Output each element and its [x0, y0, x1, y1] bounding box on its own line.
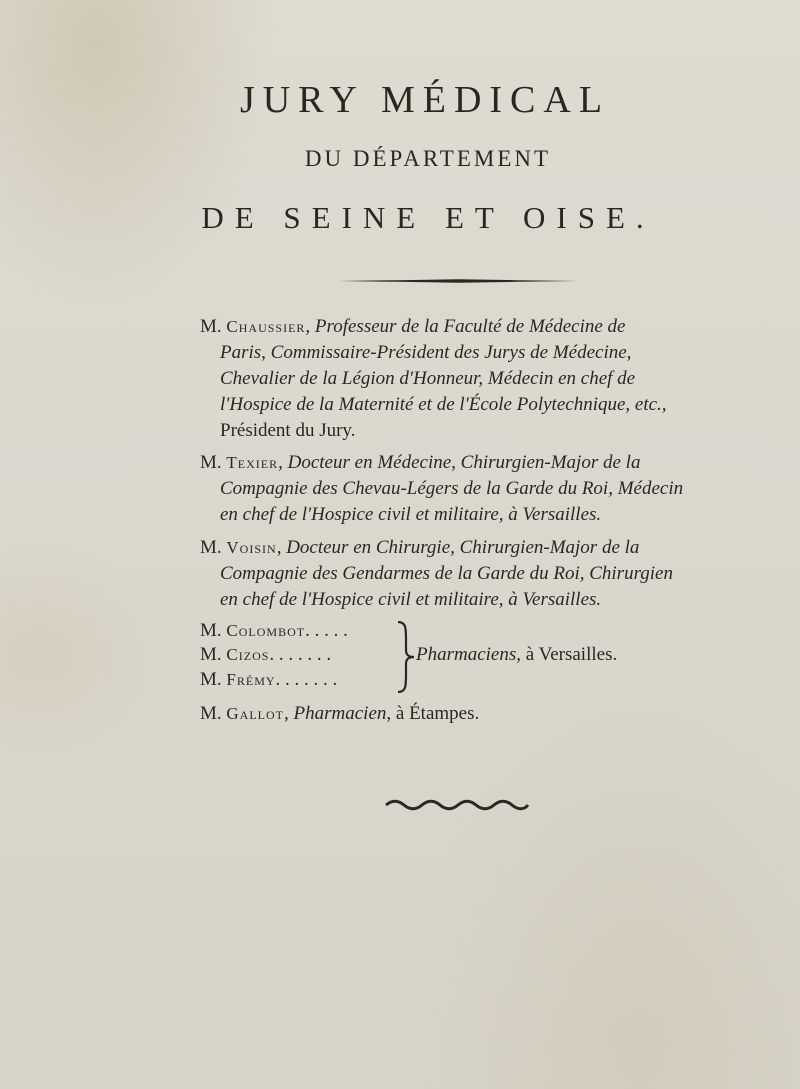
- member-name: Texier: [226, 453, 279, 472]
- title-seine-et-oise: DE SEINE ET OISE.: [201, 200, 655, 235]
- entry-line-2: Paris, Commissaire-Président des Jurys de Médecine,: [220, 342, 632, 363]
- entry-line-4: l'Hospice de la Maternité et de l'École Polytechnique, etc.,: [220, 394, 667, 415]
- entry-line-1: M. Voisin, Docteur en Chirurgie, Chirurgien-Major de la: [200, 537, 640, 558]
- title-jury-medical: JURY MÉDICAL: [239, 79, 611, 121]
- member-name: Chaussier: [226, 317, 306, 336]
- entry-line-2: Compagnie des Gendarmes de la Garde du Roi, Chirurgien: [220, 563, 673, 584]
- title-du-departement: DU DÉPARTEMENT: [304, 146, 552, 171]
- member-chaussier: [200, 314, 725, 444]
- pharmaciens-label: Pharmaciens, à Versailles.: [416, 644, 618, 665]
- divider-rule: [338, 278, 578, 284]
- pharmacist-cizos: M. Cizos. . . . . . .: [200, 644, 332, 665]
- pharmacist-fremy: M. Frémy. . . . . . .: [200, 669, 338, 690]
- wave-ornament-icon: [384, 798, 530, 812]
- curly-brace-icon: [396, 620, 416, 694]
- pharmacist-colombot: M. Colombot. . . . .: [200, 620, 348, 641]
- member-name: Voisin: [226, 538, 277, 557]
- member-gallot: M. Gallot, Pharmacien, à Étampes.: [200, 703, 480, 724]
- entry-line-2: Compagnie des Chevau-Légers de la Garde du Roi, Médecin: [220, 478, 684, 499]
- member-voisin: [200, 535, 725, 613]
- entry-line-1: M. Texier, Docteur en Médecine, Chirurgien-Major de la: [200, 452, 641, 473]
- entry-line-3: en chef de l'Hospice civil et militaire, à Versailles.: [220, 504, 602, 525]
- entry-line-3: Chevalier de la Légion d'Honneur, Médecin en chef de: [220, 368, 636, 389]
- entry-line-1: M. Chaussier, Professeur de la Faculté de Médecine de: [200, 316, 626, 337]
- member-texier: [200, 450, 725, 528]
- entry-line-3: en chef de l'Hospice civil et militaire, à Versailles.: [220, 589, 602, 610]
- entry-line-5: Président du Jury.: [220, 420, 356, 441]
